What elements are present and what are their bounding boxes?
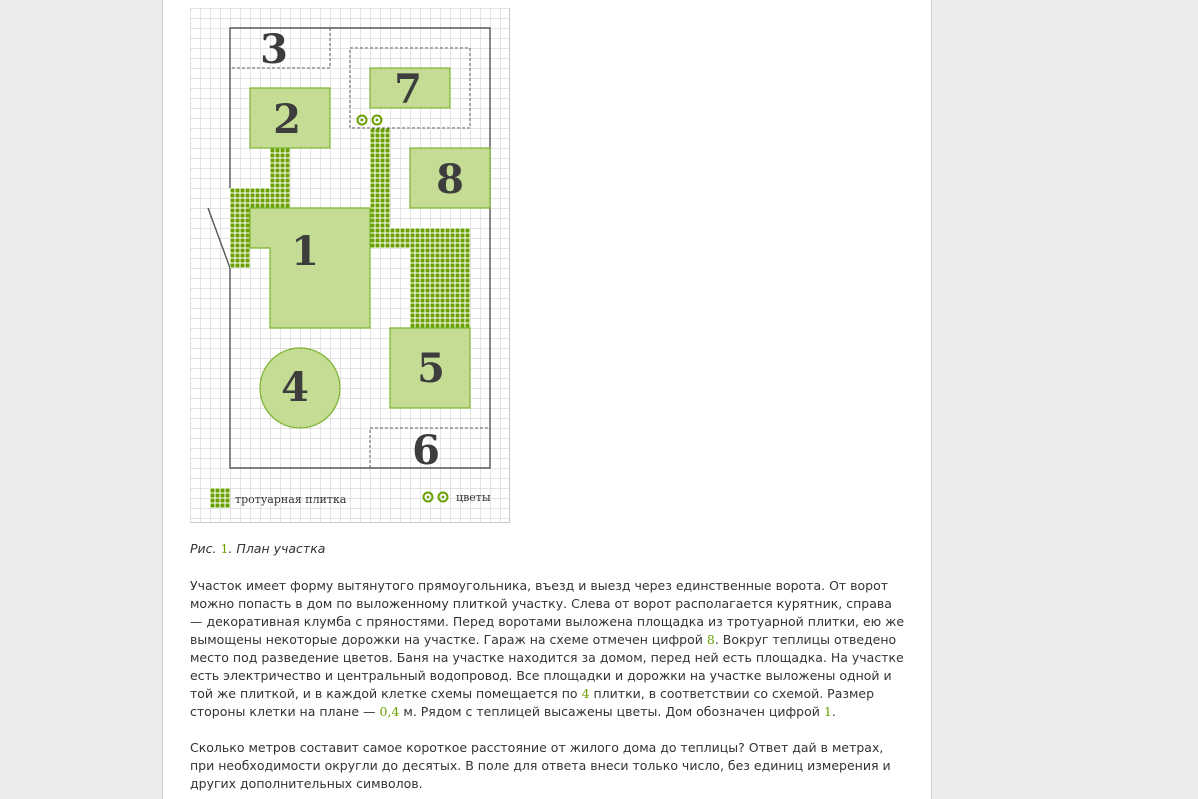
number-8: 8 — [706, 632, 715, 647]
label-1: 1 — [291, 228, 319, 275]
number-1: 1 — [823, 704, 832, 719]
number-4: 4 — [581, 686, 590, 701]
caption-number: 1 — [220, 541, 229, 556]
task-question: Сколько метров составит самое короткое расстояние от жилого дома до теплицы? Ответ дай в метрах, при необходимости округли до десятых. В поле для ответа внеси только число, без единиц измерения и других дополнительных символов. — [190, 740, 891, 791]
label-5: 5 — [417, 345, 445, 392]
caption-prefix: Рис. — [190, 541, 217, 556]
text-part: Участок имеет форму вытянутого прямоугольника, въезд и выезд через единственные ворота. От ворот можно попасть в дом по выложенному плиткой участку. Слева от ворот располагается курятник, справа — декоративная клумба с пряностями. Перед воротами выложена площадка из тротуарной плитки, ею же вымощены некоторые дорожки на участке. Гараж на схеме отмечен цифрой — [190, 578, 905, 647]
tile-legend-icon — [210, 488, 230, 508]
label-7: 7 — [394, 66, 422, 113]
label-2: 2 — [273, 96, 301, 143]
text-part: . — [831, 704, 836, 719]
content-page — [162, 0, 932, 799]
label-8: 8 — [436, 156, 464, 203]
task-description — [190, 577, 906, 721]
legend-tile-label: тротуарная плитка — [235, 493, 347, 506]
number-0-4: 0,4 — [379, 704, 400, 719]
label-4: 4 — [281, 364, 309, 411]
label-6: 6 — [412, 427, 440, 474]
text-part: . Вокруг теплицы отведено место под разведение цветов. Баня на участке находится за домом, перед ней есть площадка. На участке есть электричество и центральный водопровод. Все площадки и дорожки на участке выложены одной и той же плиткой, и в каждой клетке схемы помещается по — [190, 632, 904, 701]
legend-flowers-label: цветы — [456, 491, 491, 504]
text-part: плитки, в соответствии со схемой. Размер стороны клетки на плане — — [190, 686, 875, 719]
text-part: м. Рядом с теплицей высажены цветы. Дом обозначен цифрой — [403, 704, 820, 719]
site-plan-figure — [190, 8, 510, 523]
label-3: 3 — [260, 26, 288, 73]
figure-caption: Рис. 1. План участка — [190, 541, 326, 556]
caption-title: План участка — [236, 541, 326, 556]
